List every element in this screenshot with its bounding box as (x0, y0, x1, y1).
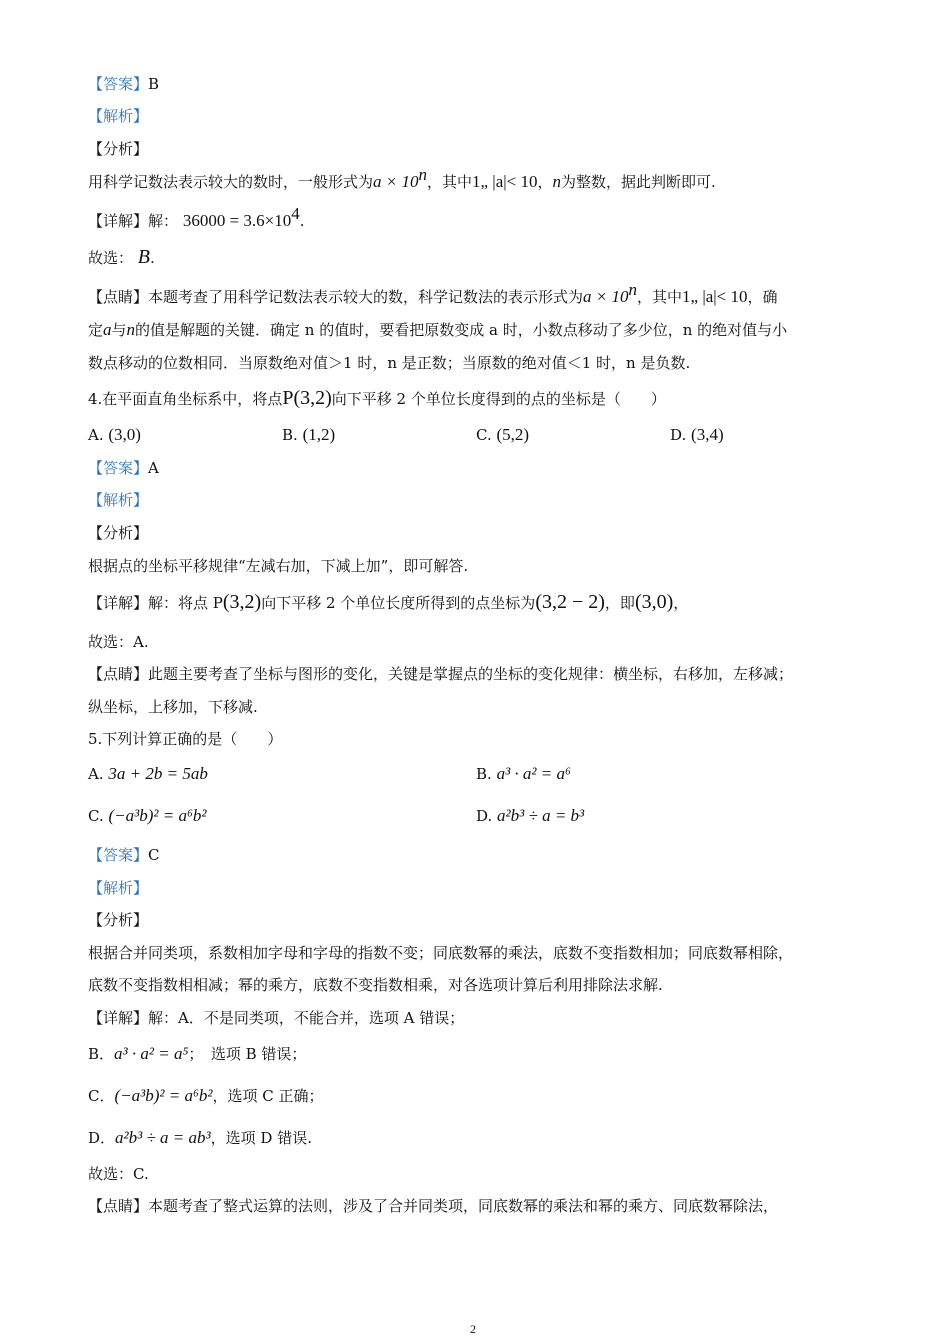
q5-xiangjie-d: D．a²b³ ÷ a = ab³，选项 D 错误. (88, 1128, 312, 1147)
q5-dianjing-1: 【点睛】本题考查了整式运算的法则，涉及了合并同类项，同底数幂的乘法和幂的乘方、同底数幂除法， (88, 1197, 779, 1215)
q5-option-d: D. a²b³ ÷ a = b³ (476, 806, 585, 825)
q4-option-a: A. (3,0) (88, 425, 141, 444)
q3-fenxi-label: 【分析】 (88, 140, 149, 158)
answer-value: B (148, 75, 160, 93)
q3-jiexi-label: 【解析】 (88, 107, 149, 125)
q4-fenxi-label: 【分析】 (88, 524, 149, 542)
q4-fenxi-text: 根据点的坐标平移规律“左减右加，下减上加”，即可解答. (88, 557, 469, 575)
q3-guxuan: 故选： B. (88, 246, 155, 268)
q5-fenxi-label: 【分析】 (88, 911, 149, 929)
q3-answer (88, 73, 159, 95)
q3-xiangjie: 【详解】解： $36000 = 3.6\times 10^4$. (88, 204, 305, 230)
q5-answer: 【答案】C (88, 846, 160, 864)
q3-dianjing-1: 【点睛】本题考查了用科学记数法表示较大的数，科学记数法的表示形式为$a \times 10^n$，其中1„ |a|< 10，确 (88, 280, 778, 306)
answer-label: 【答案】 (88, 75, 149, 93)
q3-fenxi-text: 用科学记数法表示较大的数时，一般形式为$a \times 10^n$，其中1„ |a|< 10，n为整数，据此判断即可. (88, 165, 716, 191)
q5-option-c: C. (−a³b)² = a⁶b² (88, 806, 207, 825)
q5-fenxi-2: 底数不变指数相相减；幂的乘方，底数不变指数相乘，对各选项计算后利用排除法求解. (88, 976, 663, 994)
q3-dianjing-2: 定a与n的值是解题的关键．确定 n 的值时，要看把原数变成 a 时，小数点移动了多少位，n 的绝对值与小 (88, 320, 788, 339)
q4-option-c: C. (5,2) (476, 425, 530, 444)
q5-xiangjie-c: C．(−a³b)² = a⁶b²，选项 C 正确； (88, 1086, 324, 1105)
q4-guxuan: 故选：A. (88, 633, 149, 651)
q4-answer: 【答案】A (88, 459, 159, 477)
q4-jiexi-label: 【解析】 (88, 491, 149, 509)
page-number: 2 (470, 1322, 476, 1336)
q5-stem: 5.下列计算正确的是（ ） (88, 730, 283, 748)
q4-dianjing-2: 纵坐标，上移加，下移减. (88, 698, 258, 716)
q4-xiangjie: 【详解】解：将点 P(3,2)向下平移 2 个单位长度所得到的点坐标为(3,2 − 2)，即(3,0)， (88, 591, 689, 613)
q5-option-b: B. a³ · a² = a⁶ (476, 764, 571, 783)
q5-option-a: A. 3a + 2b = 5ab (88, 764, 208, 783)
q5-xiangjie-b: B．a³ · a² = a⁵； 选项 B 错误； (88, 1044, 307, 1063)
q4-dianjing-1: 【点睛】此题主要考查了坐标与图形的变化，关键是掌握点的坐标的变化规律：横坐标，右移加，左移减； (88, 665, 794, 683)
q4-stem: 4.在平面直角坐标系中，将点P(3,2)向下平移 2 个单位长度得到的点的坐标是（ ） (88, 387, 666, 409)
q5-guxuan: 故选：C. (88, 1165, 149, 1183)
q4-option-d: D. (3,4) (670, 425, 724, 444)
q5-fenxi-1: 根据合并同类项，系数相加字母和字母的指数不变；同底数幂的乘法，底数不变指数相加；同底数幂相除， (88, 944, 794, 962)
q3-dianjing-3: 数点移动的位数相同．当原数绝对值＞1 时，n 是正数；当原数的绝对值＜1 时，n 是负数. (88, 354, 691, 372)
q5-xiangjie-a: 【详解】解：A．不是同类项，不能合并，选项 A 错误； (88, 1009, 465, 1027)
q4-option-b: B. (1,2) (282, 425, 336, 444)
q5-jiexi-label: 【解析】 (88, 879, 149, 897)
